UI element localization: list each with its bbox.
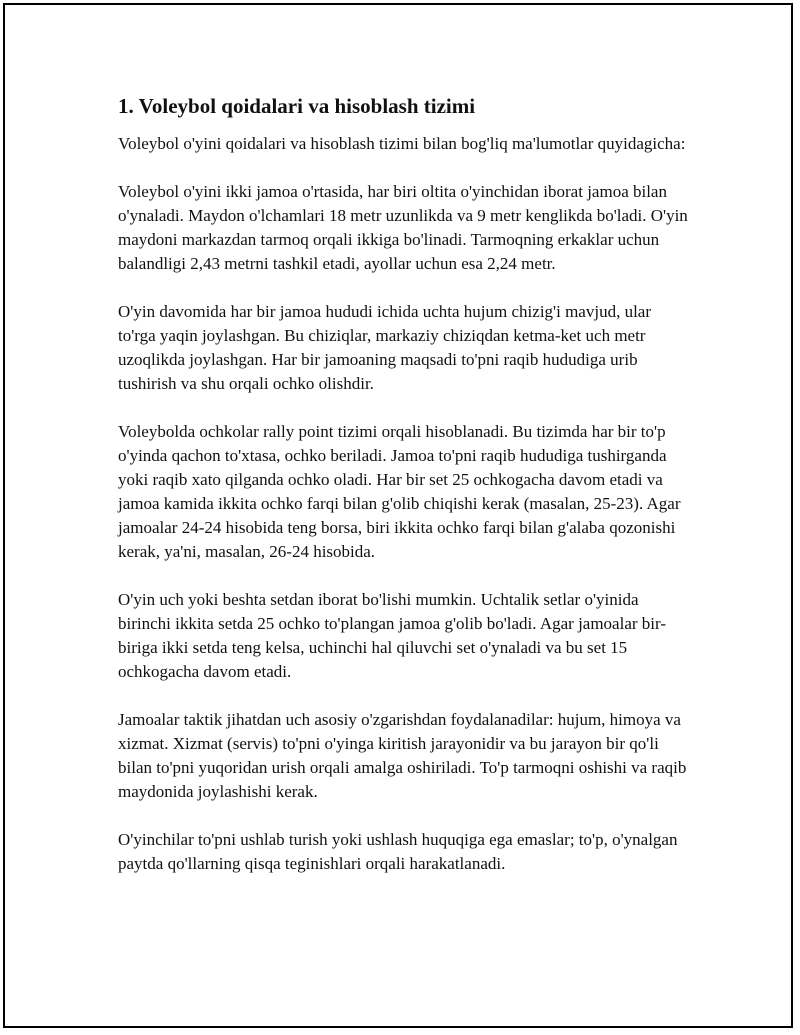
paragraph-field-dimensions: Voleybol o'yini ikki jamoa o'rtasida, har biri oltita o'yinchidan iborat jamoa bilan o'ynaladi. Maydon o'lchamlari 18 metr uzunlikda va 9 metr kenglikda bo'ladi. O'yin maydoni markazdan tarmoq orqali ikkiga bo'linadi. Tarmoqning erkaklar uchun balandligi 2,43 metrni tashkil etadi, ayollar uchun esa 2,24 metr. (118, 182, 688, 273)
paragraph-sets: O'yin uch yoki beshta setdan iborat bo'lishi mumkin. Uchtalik setlar o'yinida birinchi ikkita setda 25 ochko to'plangan jamoa g'olib bo'ladi. Agar jamoalar bir-biriga ikki setda teng kelsa, uchinchi hal qiluvchi set o'ynaladi va bu set 15 ochkogacha davom etadi. (118, 590, 666, 681)
paragraph-tactics: Jamoalar taktik jihatdan uch asosiy o'zgarishdan foydalanadilar: hujum, himoya va xizmat. Xizmat (servis) to'pni o'yinga kiritish jarayonidir va bu jarayon bir qo'li bilan to'pni yuqoridan urish orqali amalga oshiriladi. To'p tarmoqni oshishi va raqib maydonida joylashishi kerak. (118, 710, 687, 801)
paragraph-ball-handling: O'yinchilar to'pni ushlab turish yoki ushlash huquqiga ega emaslar; to'p, o'ynalgan paytda qo'llarning qisqa teginishlari orqali harakatlanadi. (118, 830, 678, 873)
paragraph-rally-point-scoring: Voleybolda ochkolar rally point tizimi orqali hisoblanadi. Bu tizimda har bir to'p o'yinda qachon to'xtasa, ochko beriladi. Jamoa to'pni raqib hududiga tushirganda yoki raqib xato qilganda ochko oladi. Har bir set 25 ochkogacha davom etadi va jamoa kamida ikkita ochko farqi bilan g'olib chiqishi kerak (masalan, 25-23). Agar jamoalar 24-24 hisobida teng borsa, biri ikkita ochko farqi bilan g'alaba qozonishi kerak, ya'ni, masalan, 26-24 hisobida. (118, 422, 681, 561)
document-body (118, 92, 688, 900)
paragraph-attack-lines: O'yin davomida har bir jamoa hududi ichida uchta hujum chizig'i mavjud, ular to'rga yaqin joylashgan. Bu chiziqlar, markaziy chiziqdan ketma-ket uch metr uzoqlikda joylashgan. Har bir jamoaning maqsadi to'pni raqib hududiga urib tushirish va shu orqali ochko olishdir. (118, 302, 651, 393)
paragraph-intro: Voleybol o'yini qoidalari va hisoblash tizimi bilan bog'liq ma'lumotlar quyidagicha: (118, 134, 686, 153)
document-title: 1. Voleybol qoidalari va hisoblash tizimi (118, 94, 476, 118)
